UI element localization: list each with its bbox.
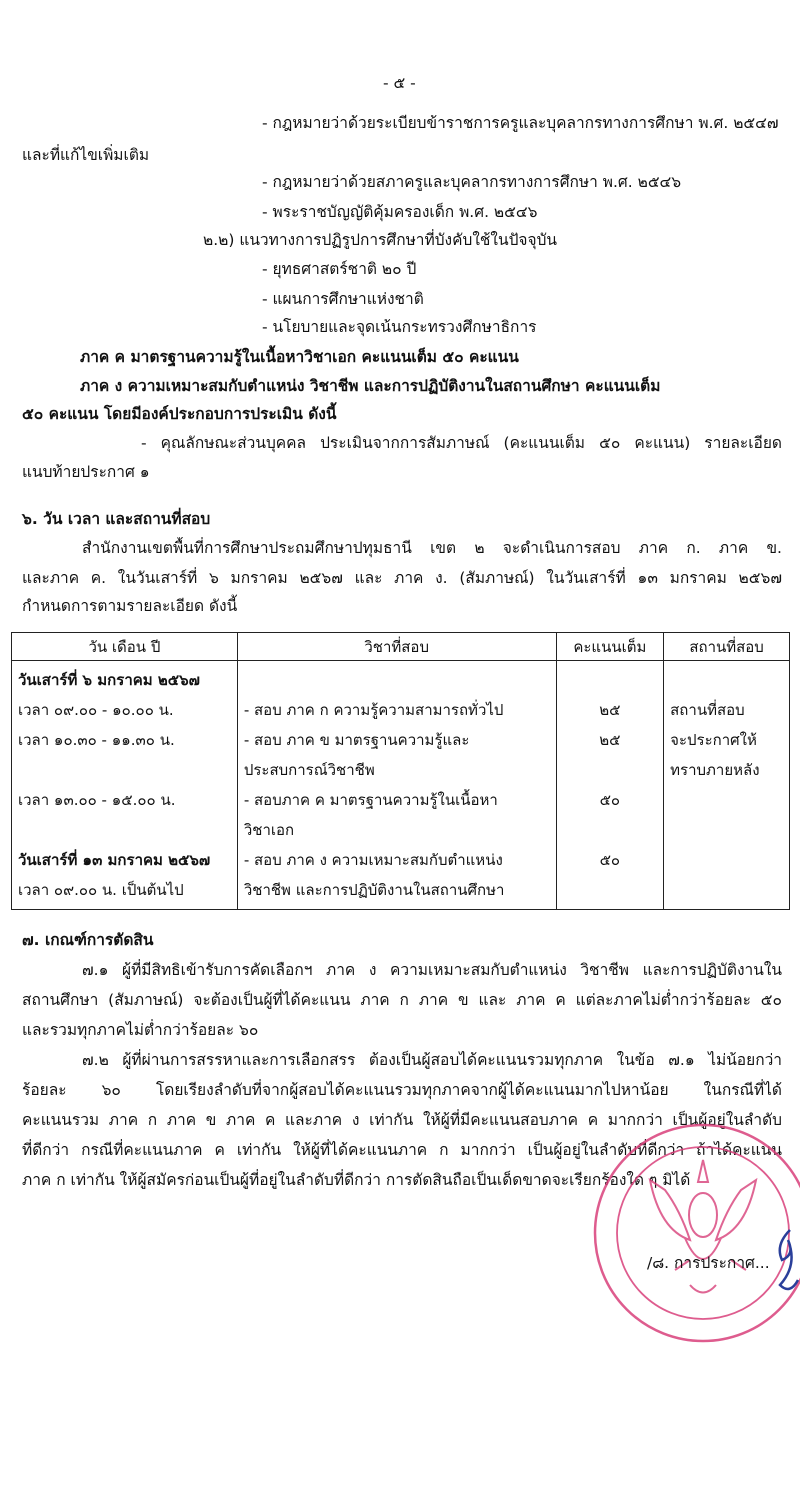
section7-line: ๗.๒ ผู้ที่ผ่านการสรรหาและการเลือกสรร ต้องเป็นผู้สอบได้คะแนนรวมทุกภาค ในข้อ ๗.๑ ไม่น้อยกว่า <box>82 1051 782 1069</box>
law-item-2: - กฎหมายว่าด้วยสภาครูและบุคลากรทางการศึกษา พ.ศ. ๒๕๔๖ <box>262 173 682 191</box>
score <box>563 875 658 905</box>
time: เวลา ๐๙.๐๐ น. เป็นต้นไป <box>18 881 184 899</box>
section7-line: ร้อยละ ๖๐ โดยเรียงลำดับที่จากผู้สอบได้คะแนนรวมทุกภาคจากผู้ได้คะแนนมากไปหาน้อย ในกรณีที่ได้ <box>22 1081 782 1099</box>
part-d-line1: ภาค ง ความเหมาะสมกับตำแหน่ง วิชาชีพ และการปฏิบัติงานในสถานศึกษา คะแนนเต็ม <box>80 377 661 395</box>
subject: วิชาเอก <box>243 821 295 839</box>
score: ๒๕ <box>599 731 621 749</box>
score: ๕๐ <box>599 851 621 869</box>
reform-heading: ๒.๒) แนวทางการปฏิรูปการศึกษาที่บังคับใช้ในปัจจุบัน <box>203 231 558 249</box>
reform-item: - นโยบายและจุดเน้นกระทรวงศึกษาธิการ <box>262 318 537 336</box>
subject: - สอบ ภาค ข มาตรฐานความรู้และ <box>243 731 470 749</box>
section6-line3: กำหนดการตามรายละเอียด ดังนี้ <box>22 597 238 615</box>
score <box>563 665 658 695</box>
signature-mark <box>770 1225 800 1305</box>
section7-line: ภาค ก เท่ากัน ให้ผู้สมัครก่อนเป็นผู้ที่อยู่ในลำดับที่ดีกว่า การตัดสินถือเป็นเด็ดขาดจะเรียกร้องใด ๆ มิได้ <box>22 1171 691 1189</box>
subject: - สอบภาค ค มาตรฐานความรู้ในเนื้อหา <box>243 791 498 809</box>
subject: - สอบ ภาค ก ความรู้ความสามารถทั่วไป <box>243 701 504 719</box>
part-c: ภาค ค มาตรฐานความรู้ในเนื้อหาวิชาเอก คะแนนเต็ม ๕๐ คะแนน <box>80 348 519 366</box>
place-cell <box>664 661 790 910</box>
exam-schedule-table <box>11 632 790 910</box>
section6-line1: สำนักงานเขตพื้นที่การศึกษาประถมศึกษาปทุมธานี เขต ๒ จะดำเนินการสอบ ภาค ก. ภาค ข. <box>82 539 782 557</box>
header-subject: วิชาที่สอบ <box>237 633 556 661</box>
score-cell <box>556 661 664 910</box>
place <box>670 665 783 695</box>
time <box>18 815 231 845</box>
section7-line: และรวมทุกภาคไม่ต่ำกว่าร้อยละ ๖๐ <box>22 1021 259 1039</box>
subject: - สอบ ภาค ง ความเหมาะสมกับตำแหน่ง <box>243 851 503 869</box>
part-d-line2: ๕๐ คะแนน โดยมีองค์ประกอบการประเมิน ดังนี้ <box>22 405 337 423</box>
date-heading: วันเสาร์ที่ ๖ มกราคม ๒๕๖๗ <box>18 671 200 689</box>
place: จะประกาศให้ <box>670 731 757 749</box>
section7-line: ที่ดีกว่า กรณีที่คะแนนภาค ค เท่ากัน ให้ผู้ที่ได้คะแนนภาค ก มากกว่า เป็นผู้อยู่ในลำดับที่ดีกว่า ถ้าได้คะแนน <box>22 1141 782 1159</box>
time: เวลา ๐๙.๐๐ - ๑๐.๐๐ น. <box>18 701 174 719</box>
header-date: วัน เดือน ปี <box>12 633 238 661</box>
reform-item: - ยุทธศาสตร์ชาติ ๒๐ ปี <box>262 260 417 278</box>
place: สถานที่สอบ <box>670 701 745 719</box>
section6-line2: และภาค ค. ในวันเสาร์ที่ ๖ มกราคม ๒๕๖๗ และ ภาค ง. (สัมภาษณ์) ในวันเสาร์ที่ ๑๓ มกราคม ๒๕๖๗ <box>22 569 782 587</box>
law-item-3: - พระราชบัญญัติคุ้มครองเด็ก พ.ศ. ๒๕๔๖ <box>262 203 538 221</box>
subject: ประสบการณ์วิชาชีพ <box>243 761 375 779</box>
part-d-detail2: แนบท้ายประกาศ ๑ <box>22 463 150 481</box>
subject: วิชาชีพ และการปฏิบัติงานในสถานศึกษา <box>243 881 505 899</box>
header-place: สถานที่สอบ <box>664 633 790 661</box>
garuda-seal-stamp <box>590 1120 800 1346</box>
place: ทราบภายหลัง <box>670 761 760 779</box>
table-header-row <box>12 633 790 661</box>
score: ๕๐ <box>599 791 621 809</box>
score <box>563 755 658 785</box>
date-cell <box>12 661 238 910</box>
time: เวลา ๑๐.๓๐ - ๑๑.๓๐ น. <box>18 731 175 749</box>
section7-line: ๗.๑ ผู้ที่มีสิทธิเข้ารับการคัดเลือกฯ ภาค ง ความเหมาะสมกับตำแหน่ง วิชาชีพ และการปฏิบัติงานใน <box>82 961 782 979</box>
continuation-note: /๘. การประกาศ... <box>647 1254 770 1272</box>
subject-cell <box>237 661 556 910</box>
reform-item: - แผนการศึกษาแห่งชาติ <box>262 290 424 308</box>
section6-heading: ๖. วัน เวลา และสถานที่สอบ <box>22 510 211 528</box>
law-item-1: - กฎหมายว่าด้วยระเบียบข้าราชการครูและบุคลากรทางการศึกษา พ.ศ. ๒๕๔๗ <box>262 114 779 132</box>
section7-heading: ๗. เกณฑ์การตัดสิน <box>22 931 154 949</box>
date-heading: วันเสาร์ที่ ๑๓ มกราคม ๒๕๖๗ <box>18 851 211 869</box>
page-number: - ๕ - <box>383 74 416 92</box>
law-item-1-cont: และที่แก้ไขเพิ่มเติม <box>22 146 150 164</box>
part-d-detail1: - คุณลักษณะส่วนบุคคล ประเมินจากการสัมภาษณ์ (คะแนนเต็ม ๕๐ คะแนน) รายละเอียด <box>141 434 782 452</box>
score <box>563 815 658 845</box>
subject <box>244 665 550 695</box>
header-score: คะแนนเต็ม <box>556 633 664 661</box>
section7-line: คะแนนรวม ภาค ก ภาค ข ภาค ค และภาค ง เท่ากัน ให้ผู้ที่มีคะแนนสอบภาค ค มากกว่า เป็นผู้อยู่ในลำดับ <box>22 1111 782 1129</box>
time <box>18 755 231 785</box>
score: ๒๕ <box>599 701 621 719</box>
time: เวลา ๑๓.๐๐ - ๑๕.๐๐ น. <box>18 791 176 809</box>
table-row <box>12 661 790 910</box>
section7-line: สถานศึกษา (สัมภาษณ์) จะต้องเป็นผู้ที่ได้คะแนน ภาค ก ภาค ข และ ภาค ค แต่ละภาคไม่ต่ำกว่าร้อยละ ๕๐ <box>22 991 782 1009</box>
